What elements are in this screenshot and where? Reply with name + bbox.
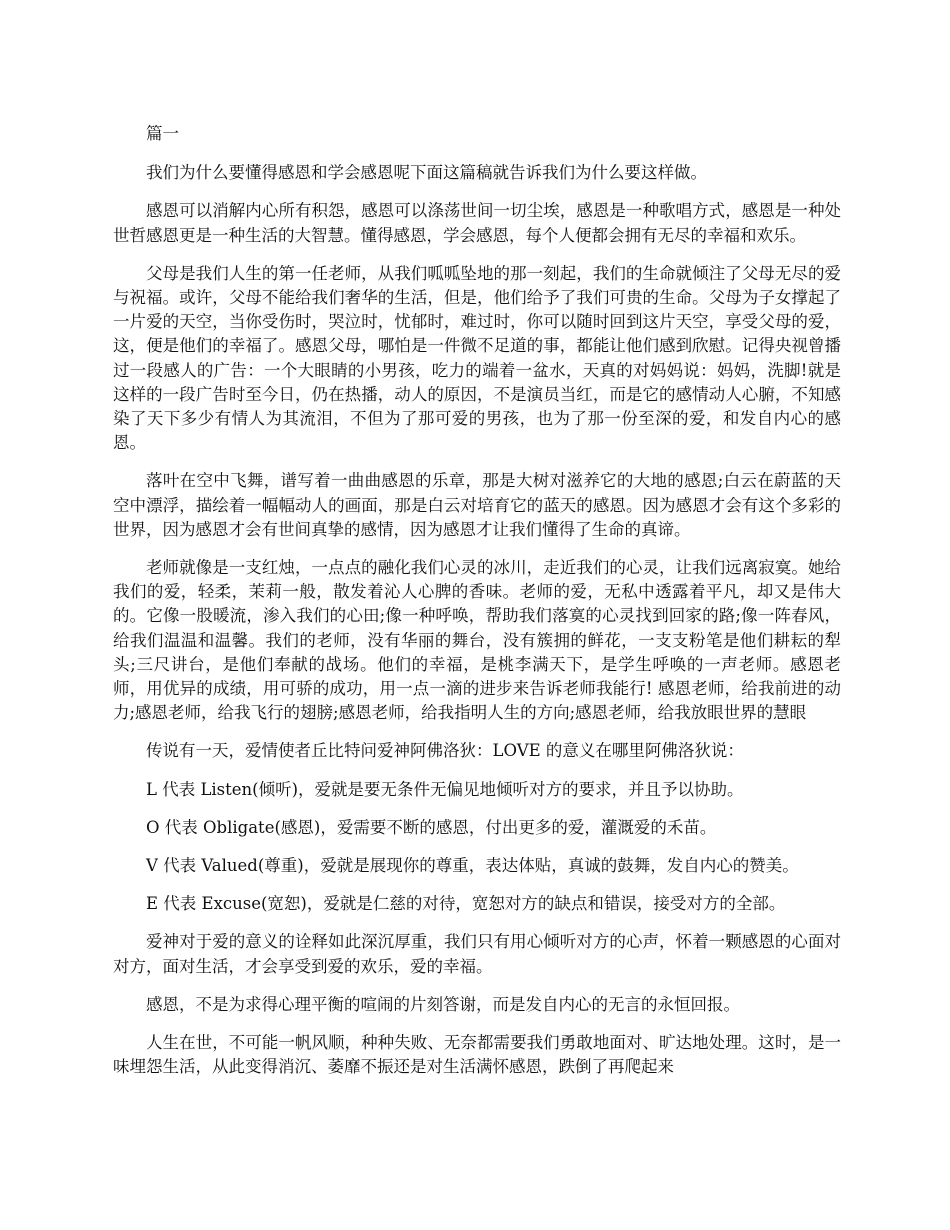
- paragraph: 父母是我们人生的第一任老师，从我们呱呱坠地的那一刻起，我们的生命就倾注了父母无尽的爱与祝福。或许，父母不能给我们奢华的生活，但是，他们给予了我们可贵的生命。父母为子女撑起了一片爱的天空，当你受伤时，哭泣时，忧郁时，难过时，你可以随时回到这片天空，享受父母的爱，这，便是他们的幸福了。感恩父母，哪怕是一件微不足道的事，都能让他们感到欣慰。记得央视曾播过一段感人的广告：一个大眼睛的小男孩，吃力的端着一盆水，天真的对妈妈说：妈妈，洗脚!就是这样的一段广告时至今日，仍在热播，动人的原因，不是演员当红，而是它的感情动人心腑，不知感染了天下多少有情人为其流泪，不但为了那可爱的男孩，也为了那一份至深的爱，和发自内心的感恩。: [113, 263, 841, 453]
- paragraph: 我们为什么要懂得感恩和学会感恩呢下面这篇稿就告诉我们为什么要这样做。: [146, 163, 707, 183]
- paragraph: 老师就像是一支红烛，一点点的融化我们心灵的冰川，走近我们的心灵，让我们远离寂寞。她给我们的爱，轻柔，茉莉一般，散发着沁人心脾的香味。老师的爱，无私中透露着平凡，却又是伟大的。它像一股暖流，渗入我们的心田;像一种呼唤，帮助我们落寞的心灵找到回家的路;像一阵春风，给我们温温和温馨。我们的老师，没有华丽的舞台，没有簇拥的鲜花，一支支粉笔是他们耕耘的犁头;三尺讲台，是他们奉献的战场。他们的幸福，是桃李满天下，是学生呼唤的一声老师。感恩老师，用优异的成绩，用可骄的成功，用一点一滴的进步来告诉老师我能行! 感恩老师，给我前进的动力;感恩老师，给我飞行的翅膀;感恩老师，给我指明人生的方向;感恩老师，给我放眼世界的慧眼: [113, 558, 841, 723]
- paragraph: 人生在世，不可能一帆风顺，种种失败、无奈都需要我们勇敢地面对、旷达地处理。这时，是一味埋怨生活，从此变得消沉、萎靡不振还是对生活满怀感恩，跌倒了再爬起来: [113, 1033, 841, 1077]
- paragraph: 感恩，不是为求得心理平衡的喧闹的片刻答谢，而是发自内心的无言的永恒回报。: [146, 994, 740, 1014]
- section-heading: 篇一: [146, 124, 179, 143]
- paragraph: 感恩可以消解内心所有积怨，感恩可以涤荡世间一切尘埃，感恩是一种歌唱方式，感恩是一种处世哲感恩更是一种生活的大智慧。懂得感恩，学会感恩，每个人便都会拥有无尽的幸福和欢乐。: [113, 201, 841, 245]
- paragraph: V 代表 Valued(尊重)，爱就是展现你的尊重，表达体贴，真诚的鼓舞，发自内心的赞美。: [146, 856, 799, 876]
- paragraph: E 代表 Excuse(宽恕)，爱就是仁慈的对待，宽恕对方的缺点和错误，接受对方的全部。: [146, 894, 786, 914]
- paragraph: 爱神对于爱的意义的诠释如此深沉厚重，我们只有用心倾听对方的心声，怀着一颗感恩的心面对对方，面对生活，才会享受到爱的欢乐，爱的幸福。: [113, 932, 841, 976]
- paragraph: 传说有一天，爱情使者丘比特问爱神阿佛洛狄：LOVE 的意义在哪里阿佛洛狄说：: [146, 741, 744, 761]
- paragraph: 落叶在空中飞舞，谱写着一曲曲感恩的乐章，那是大树对滋养它的大地的感恩;白云在蔚蓝的天空中漂浮，描绘着一幅幅动人的画面，那是白云对培育它的蓝天的感恩。因为感恩才会有这个多彩的世界，因为感恩才会有世间真挚的感情，因为感恩才让我们懂得了生命的真谛。: [113, 471, 841, 539]
- paragraph: O 代表 Obligate(感恩)，爱需要不断的感恩，付出更多的爱，灌溉爱的禾苗。: [146, 817, 717, 837]
- document-body: [113, 122, 841, 1094]
- paragraph: L 代表 Listen(倾听)，爱就是要无条件无偏见地倾听对方的要求，并且予以协助。: [146, 779, 744, 799]
